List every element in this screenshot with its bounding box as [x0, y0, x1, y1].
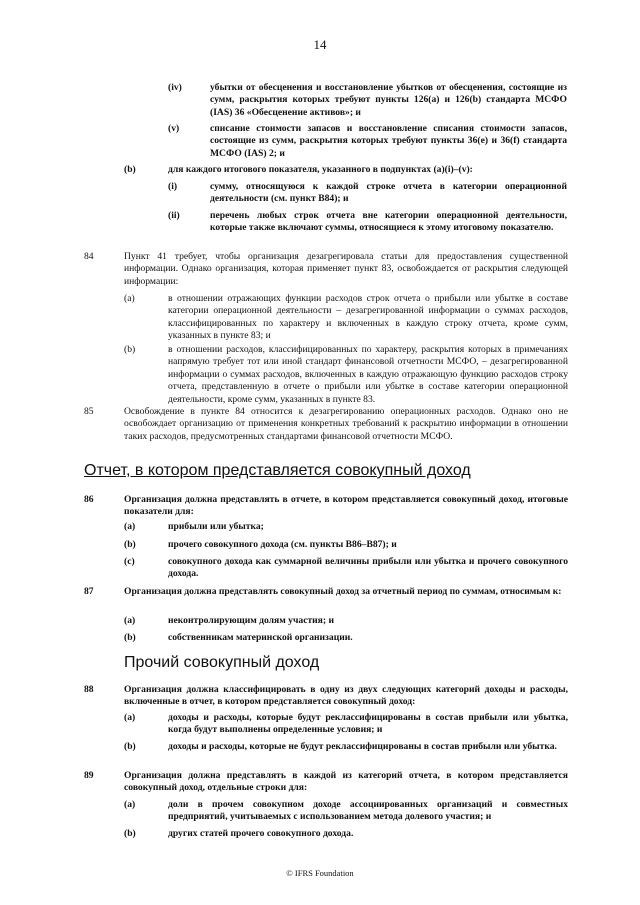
list-label: (b) [124, 539, 136, 550]
page-number: 14 [313, 37, 327, 52]
list-item-text: перечень любых строк отчета вне категории операционной деятельности, которые также включают суммы, относящиеся к этому итоговому показателю. [210, 210, 567, 234]
list-item-text: доли в прочем совокупном доходе ассоциированных организаций и совместных предприятий, учитываемых с использованием метода долевого участия; и [168, 799, 568, 823]
list-item-text: для каждого итогового показателя, указанного в подпунктах (a)(i)–(v): [168, 164, 473, 175]
list-item-text: убытки от обесценения и восстановление убытков от обесценения, состоящие из сумм, раскрытия которых требуют пункты 126(a) и 126(b) стандарта МСФО (IAS) 36 «Обесценение активов»; и [210, 82, 567, 118]
list-label: (a) [124, 799, 136, 810]
list-item-text: в отношении расходов, классифицированных по характеру, раскрытия которых в примечаниях напрямую требует тот или иной стандарт финансовой отчетности МСФО, – дезагрегированной информации о суммах расходов, включенных в каждую отражающую функцию расходов строку отчета, представленную в отчете о прибыли или убытке в составе категории операционной деятельности, кроме сумм, указанных в пункте 83. [168, 344, 568, 405]
list-label: (b) [124, 828, 136, 839]
paragraph-number: 86 [84, 494, 94, 505]
list-label: (ii) [168, 210, 180, 221]
list-label: (i) [168, 181, 178, 192]
list-item-text: других статей прочего совокупного дохода. [168, 828, 354, 839]
list-label: (b) [124, 164, 136, 175]
list-label: (iv) [168, 82, 182, 93]
list-item-text: совокупного дохода как суммарной величины прибыли или убытка и прочего совокупного дохода. [168, 556, 568, 580]
list-item-text: прочего совокупного дохода (см. пункты B86–B87); и [168, 539, 397, 550]
paragraph-number: 89 [84, 770, 94, 781]
list-item-text: прибыли или убытка; [168, 521, 264, 532]
list-label: (b) [124, 632, 136, 643]
list-label: (a) [124, 615, 136, 626]
paragraph-text: Организация должна представлять в отчете, в котором представляется совокупный доход, итоговые показатели для: [124, 494, 568, 518]
list-item-text: в отношении отражающих функции расходов строк отчета о прибыли или убытке в составе категории операционной деятельности – дезагрегированной информации о суммах расходов, классифицированных по характеру и включенных в каждую строку отчета, кроме сумм, указанных в пункте 83; и [168, 293, 568, 342]
list-item-text: неконтролирующим долям участия; и [168, 615, 334, 626]
paragraph-text: Организация должна представлять совокупный доход за отчетный период по суммам, относимым к: [124, 586, 562, 597]
paragraph-number: 88 [84, 684, 94, 695]
section-heading: Прочий совокупный доход [124, 654, 320, 671]
footer-copyright: © IFRS Foundation [286, 868, 354, 878]
paragraph-text: Освобождение в пункте 84 относится к дезагрегированию операционных расходов. Однако оно не освобождает организацию от применения конкретных требований к раскрытию информации в отношении таких расходов, предусмотренных стандартами финансовой отчетности МСФО. [124, 406, 568, 442]
list-item-text: собственникам материнской организации. [168, 632, 353, 643]
paragraph-number: 85 [84, 406, 94, 417]
list-item-text: сумму, относящуюся к каждой строке отчета в категории операционной деятельности (см. пункт B84); и [210, 181, 567, 205]
list-label: (b) [124, 344, 136, 355]
section-heading: Отчет, в котором представляется совокупный доход [84, 462, 471, 479]
list-item-text: доходы и расходы, которые будут реклассифицированы в состав прибыли или убытка, когда будут выполнены определенные условия; и [168, 712, 568, 736]
paragraph-number: 84 [84, 251, 94, 262]
list-label: (a) [124, 712, 136, 723]
list-label: (a) [124, 293, 135, 304]
list-item-text: доходы и расходы, которые не будут реклассифицированы в состав прибыли или убытка. [168, 741, 557, 752]
paragraph-text: Пункт 41 требует, чтобы организация дезагрегировала статьи для предоставления существенной информации. Однако организация, которая применяет пункт 83, освобождается от раскрытия следующей информации: [124, 251, 568, 287]
list-item-text: списание стоимости запасов и восстановление списания стоимости запасов, состоящие из сумм, раскрытия которых требуют пункты 36(e) и 36(f) стандарта МСФО (IAS) 2; и [210, 123, 567, 159]
list-label: (b) [124, 741, 136, 752]
paragraph-text: Организация должна классифицировать в одну из двух следующих категорий доходы и расходы, включенные в отчет, в котором представляется совокупный доход: [124, 684, 568, 708]
paragraph-number: 87 [84, 586, 94, 597]
list-label: (v) [168, 123, 180, 134]
list-label: (a) [124, 521, 136, 532]
paragraph-text: Организация должна представлять в каждой из категорий отчета, в котором представляется совокупный доход, отдельные строки для: [124, 770, 568, 794]
list-label: (c) [124, 556, 135, 567]
